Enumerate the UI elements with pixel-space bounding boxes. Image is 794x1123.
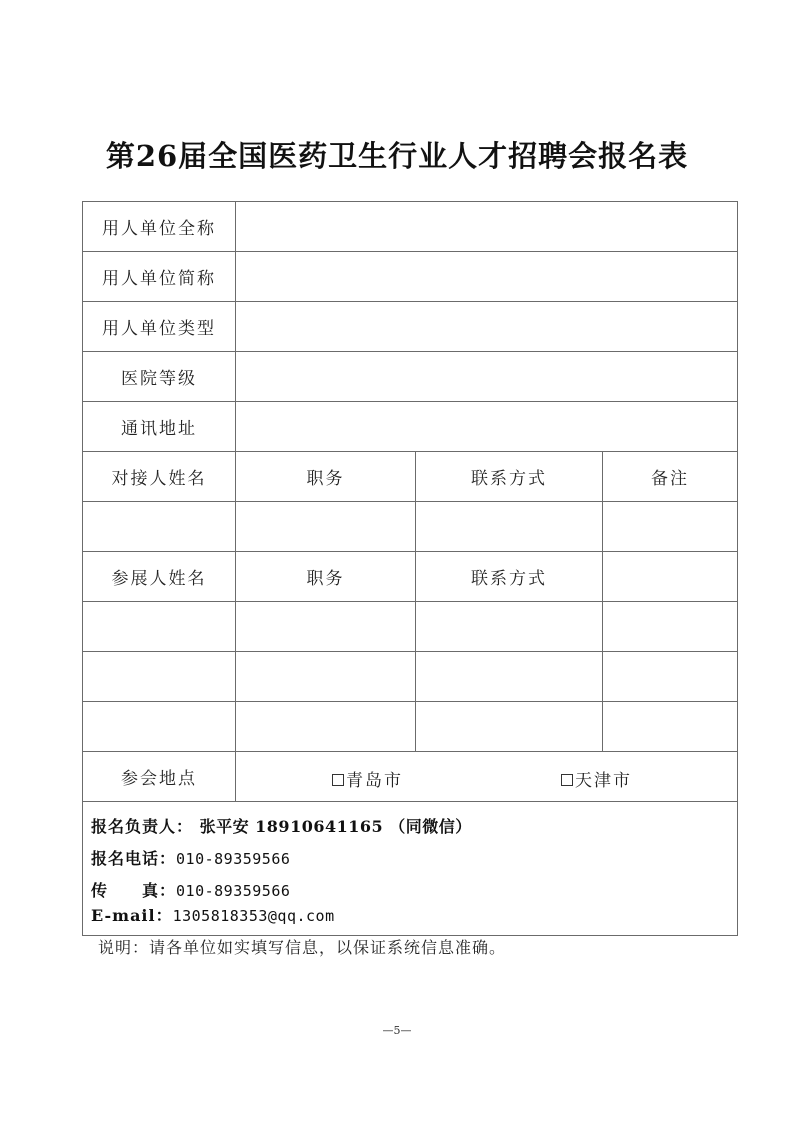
input-attendee-remarks[interactable] <box>603 652 738 702</box>
input-attendee-position[interactable] <box>236 702 416 752</box>
input-contact-name[interactable] <box>83 502 236 552</box>
venue-option-tianjin-label: 天津市 <box>575 771 632 791</box>
input-attendee-contact[interactable] <box>416 702 603 752</box>
input-attendee-contact[interactable] <box>416 602 603 652</box>
label-org-type: 用人单位类型 <box>83 302 236 352</box>
registration-phone-line <box>91 846 290 869</box>
input-attendee-name[interactable] <box>83 602 236 652</box>
input-attendee-remarks[interactable] <box>603 702 738 752</box>
row-attendee-input <box>83 652 738 702</box>
row-attendee-input <box>83 602 738 652</box>
input-attendee-name[interactable] <box>83 702 236 752</box>
label-venue: 参会地点 <box>83 752 236 802</box>
label-org-full-name: 用人单位全称 <box>83 202 236 252</box>
registration-fax-line <box>91 878 290 901</box>
venue-options <box>236 752 738 802</box>
row-contact-header <box>83 452 738 502</box>
registration-phone-label: 报名电话： <box>91 849 177 868</box>
header-attendee-name: 参展人姓名 <box>83 552 236 602</box>
header-contact-name: 对接人姓名 <box>83 452 236 502</box>
venue-option-qingdao-label: 青岛市 <box>346 771 403 791</box>
registration-email-line <box>91 903 335 926</box>
label-hospital-level: 医院等级 <box>83 352 236 402</box>
label-org-short-name: 用人单位简称 <box>83 252 236 302</box>
checkbox-icon[interactable] <box>561 774 573 786</box>
registration-contact-info <box>83 802 738 936</box>
header-contact-position: 职务 <box>236 452 416 502</box>
label-address: 通讯地址 <box>83 402 236 452</box>
header-contact-method: 联系方式 <box>416 452 603 502</box>
input-org-short-name[interactable] <box>236 252 738 302</box>
input-attendee-remarks-1[interactable] <box>603 552 738 602</box>
row-org-full-name <box>83 202 738 252</box>
row-address <box>83 402 738 452</box>
form-note: 说明：请各单位如实填写信息，以保证系统信息准确。 <box>98 938 507 957</box>
checkbox-icon[interactable] <box>332 774 344 786</box>
row-registration-contact <box>83 802 738 936</box>
row-venue <box>83 752 738 802</box>
registration-email-value: 1305818353@qq.com <box>172 907 335 925</box>
input-attendee-position[interactable] <box>236 602 416 652</box>
input-contact-position[interactable] <box>236 502 416 552</box>
registration-person-label: 报名负责人： <box>91 817 194 836</box>
input-org-type[interactable] <box>236 302 738 352</box>
row-org-type <box>83 302 738 352</box>
venue-option-tianjin[interactable] <box>561 766 632 791</box>
input-attendee-remarks[interactable] <box>603 602 738 652</box>
input-attendee-position[interactable] <box>236 652 416 702</box>
registration-form-table <box>82 201 738 936</box>
input-address[interactable] <box>236 402 738 452</box>
input-hospital-level[interactable] <box>236 352 738 402</box>
input-attendee-name[interactable] <box>83 652 236 702</box>
header-attendee-contact: 联系方式 <box>416 552 603 602</box>
registration-email-label: E-mail： <box>91 906 173 925</box>
row-attendee-header <box>83 552 738 602</box>
input-remarks[interactable] <box>603 502 738 552</box>
registration-person-line <box>91 814 472 837</box>
input-org-full-name[interactable] <box>236 202 738 252</box>
input-contact-method[interactable] <box>416 502 603 552</box>
registration-phone-value: 010-89359566 <box>176 850 291 868</box>
header-attendee-position: 职务 <box>236 552 416 602</box>
row-attendee-input <box>83 702 738 752</box>
header-remarks: 备注 <box>603 452 738 502</box>
row-org-short-name <box>83 252 738 302</box>
registration-fax-value: 010-89359566 <box>176 882 291 900</box>
page-number: —5— <box>382 1024 412 1037</box>
form-title: 第26届全国医药卫生行业人才招聘会报名表 <box>105 139 689 173</box>
row-contact-input <box>83 502 738 552</box>
row-hospital-level <box>83 352 738 402</box>
registration-fax-label: 传 真： <box>91 881 177 900</box>
input-attendee-contact[interactable] <box>416 652 603 702</box>
venue-option-qingdao[interactable] <box>332 766 403 791</box>
registration-person-value: 张平安 18910641165 （同微信） <box>199 817 472 836</box>
